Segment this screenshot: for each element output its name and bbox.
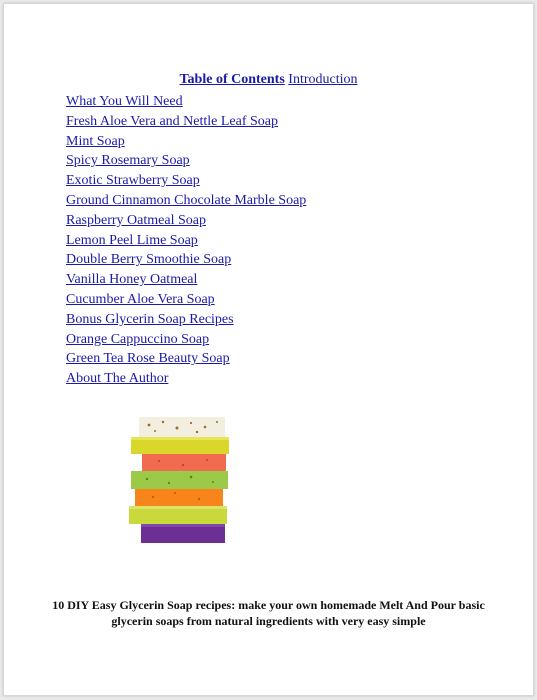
soap-bar-green: [131, 471, 228, 489]
toc-link[interactable]: Mint Soap: [66, 133, 125, 149]
toc-item: [66, 211, 306, 231]
toc-link[interactable]: Ground Cinnamon Chocolate Marble Soap: [66, 192, 307, 208]
toc-item: [66, 231, 306, 251]
toc-title-link[interactable]: Table of Contents: [179, 72, 285, 87]
toc-link[interactable]: Vanilla Honey Oatmeal: [66, 272, 198, 288]
soap-bar-coral: [142, 454, 226, 471]
toc-item: [66, 151, 306, 171]
toc-link[interactable]: Spicy Rosemary Soap: [66, 153, 190, 169]
toc-item: [66, 112, 306, 132]
toc-item: [66, 191, 306, 211]
toc-link[interactable]: Lemon Peel Lime Soap: [66, 232, 198, 248]
document-page: [3, 3, 534, 696]
toc-link[interactable]: Fresh Aloe Vera and Nettle Leaf Soap: [66, 113, 279, 129]
toc-item: [66, 171, 306, 191]
soap-bar-orange: [135, 489, 223, 506]
soap-bar-white: [139, 417, 225, 437]
toc-item: [66, 310, 306, 330]
toc-link[interactable]: Cucumber Aloe Vera Soap: [66, 291, 215, 307]
toc-link[interactable]: Bonus Glycerin Soap Recipes: [66, 311, 234, 327]
toc-item: [66, 132, 306, 152]
toc-link[interactable]: Green Tea Rose Beauty Soap: [66, 351, 230, 367]
toc-link-introduction[interactable]: Introduction: [288, 72, 358, 87]
toc-link[interactable]: Raspberry Oatmeal Soap: [66, 212, 206, 228]
toc-item: [66, 330, 306, 350]
toc-item: [66, 349, 306, 369]
toc-link[interactable]: About The Author: [66, 371, 169, 387]
toc-link[interactable]: Exotic Strawberry Soap: [66, 173, 200, 189]
toc-link[interactable]: What You Will Need: [66, 94, 183, 109]
toc-item: [66, 270, 306, 290]
toc-list: [66, 92, 306, 389]
book-caption: 10 DIY Easy Glycerin Soap recipes: make your own homemade Melt And Pour basic glycerin soaps from natural ingredients with very easy simple: [52, 598, 485, 628]
toc-item: [66, 92, 306, 112]
toc-item: [66, 250, 306, 270]
toc-link[interactable]: Orange Cappuccino Soap: [66, 331, 210, 347]
toc-heading: [4, 70, 533, 90]
toc-item: [66, 369, 306, 389]
stacked-soap-bars-image: [125, 413, 229, 545]
toc-item: [66, 290, 306, 310]
toc-link[interactable]: Double Berry Smoothie Soap: [66, 252, 232, 268]
